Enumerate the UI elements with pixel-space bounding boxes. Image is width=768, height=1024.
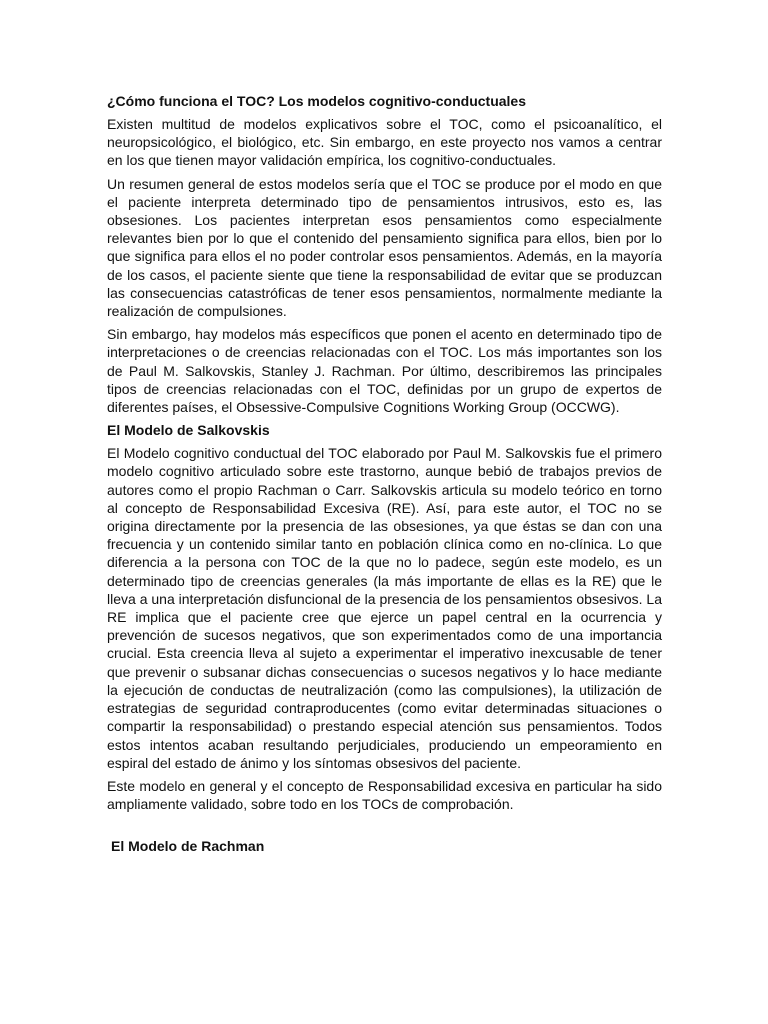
section-heading-rachman: El Modelo de Rachman bbox=[111, 838, 265, 855]
document-page bbox=[107, 92, 662, 860]
section-heading-toc-models: ¿Cómo funciona el TOC? Los modelos cognitivo-conductuales bbox=[107, 93, 526, 109]
paragraph-summary: Un resumen general de estos modelos sería que el TOC se produce por el modo en que el paciente interpreta determinado tipo de pensamientos intrusivos, esto es, las obsesiones. Los pacientes interpretan esos pensamientos como especialmente relevantes bien por lo que el contenido del pensamiento significa para ellos, bien por lo que significa para ellos el no poder controlar esos pensamientos. Además, en la mayoría de los casos, el paciente siente que tiene la responsabilidad de evitar que se produzcan las consecuencias catastróficas de tener esos pensamientos, normalmente mediante la realización de compulsiones. bbox=[107, 175, 662, 320]
section-heading-salkovskis: El Modelo de Salkovskis bbox=[107, 422, 270, 439]
paragraph-salkovskis-validation: Este modelo en general y el concepto de Responsabilidad excesiva en particular ha sido ampliamente validado, sobre todo en los TOCs de comprobación. bbox=[107, 777, 662, 813]
paragraph-intro: Existen multitud de modelos explicativos sobre el TOC, como el psicoanalítico, el neuropsicológico, el biológico, etc. Sin embargo, en este proyecto nos vamos a centrar en los que tienen mayor validación empírica, los cognitivo-conductuales. bbox=[107, 116, 662, 169]
paragraph-specific-models: Sin embargo, hay modelos más específicos que ponen el acento en determinado tipo de interpretaciones o de creencias relacionadas con el TOC. Los más importantes son los de Paul M. Salkovskis, Stanley J. Rachman. Por último, describiremos las principales tipos de creencias relacionadas con el TOC, definidas por un grupo de expertos de diferentes países, el Obsessive-Compulsive Cognitions Working Group (OCCWG). bbox=[107, 326, 662, 416]
paragraph-salkovskis-model: El Modelo cognitivo conductual del TOC elaborado por Paul M. Salkovskis fue el primero modelo cognitivo articulado sobre este trastorno, aunque bebió de trabajos previos de autores como el propio Rachman o Carr. Salkovskis articula su modelo teórico en torno al concepto de Responsabilidad Excesiva (RE). Así, para este autor, el TOC no se origina directamente por la presencia de las obsesiones, ya que éstas se dan con una frecuencia y un contenido similar tanto en población clínica como en no-clínica. Lo que diferencia a la persona con TOC de la que no lo padece, según este modelo, es un determinado tipo de creencias generales (la más importante de ellas es la RE) que le lleva a una interpretación disfuncional de la presencia de los pensamientos obsesivos. La RE implica que el paciente cree que ejerce un papel central en la ocurrencia y prevención de sucesos negativos, que son experimentados como de una importancia crucial. Esta creencia lleva al sujeto a experimentar el imperativo inexcusable de tener que prevenir o subsanar dichas consecuencias o sucesos negativos y lo hace mediante la ejecución de conductas de neutralización (como las compulsiones), la utilización de estrategias de seguridad contraproducentes (como evitar determinadas situaciones o compartir la responsabilidad) o prestando especial atención sus pensamientos. Todos estos intentos acaban resultando perjudiciales, produciendo un empeoramiento en espiral del estado de ánimo y los síntomas obsesivos del paciente. bbox=[107, 445, 662, 771]
